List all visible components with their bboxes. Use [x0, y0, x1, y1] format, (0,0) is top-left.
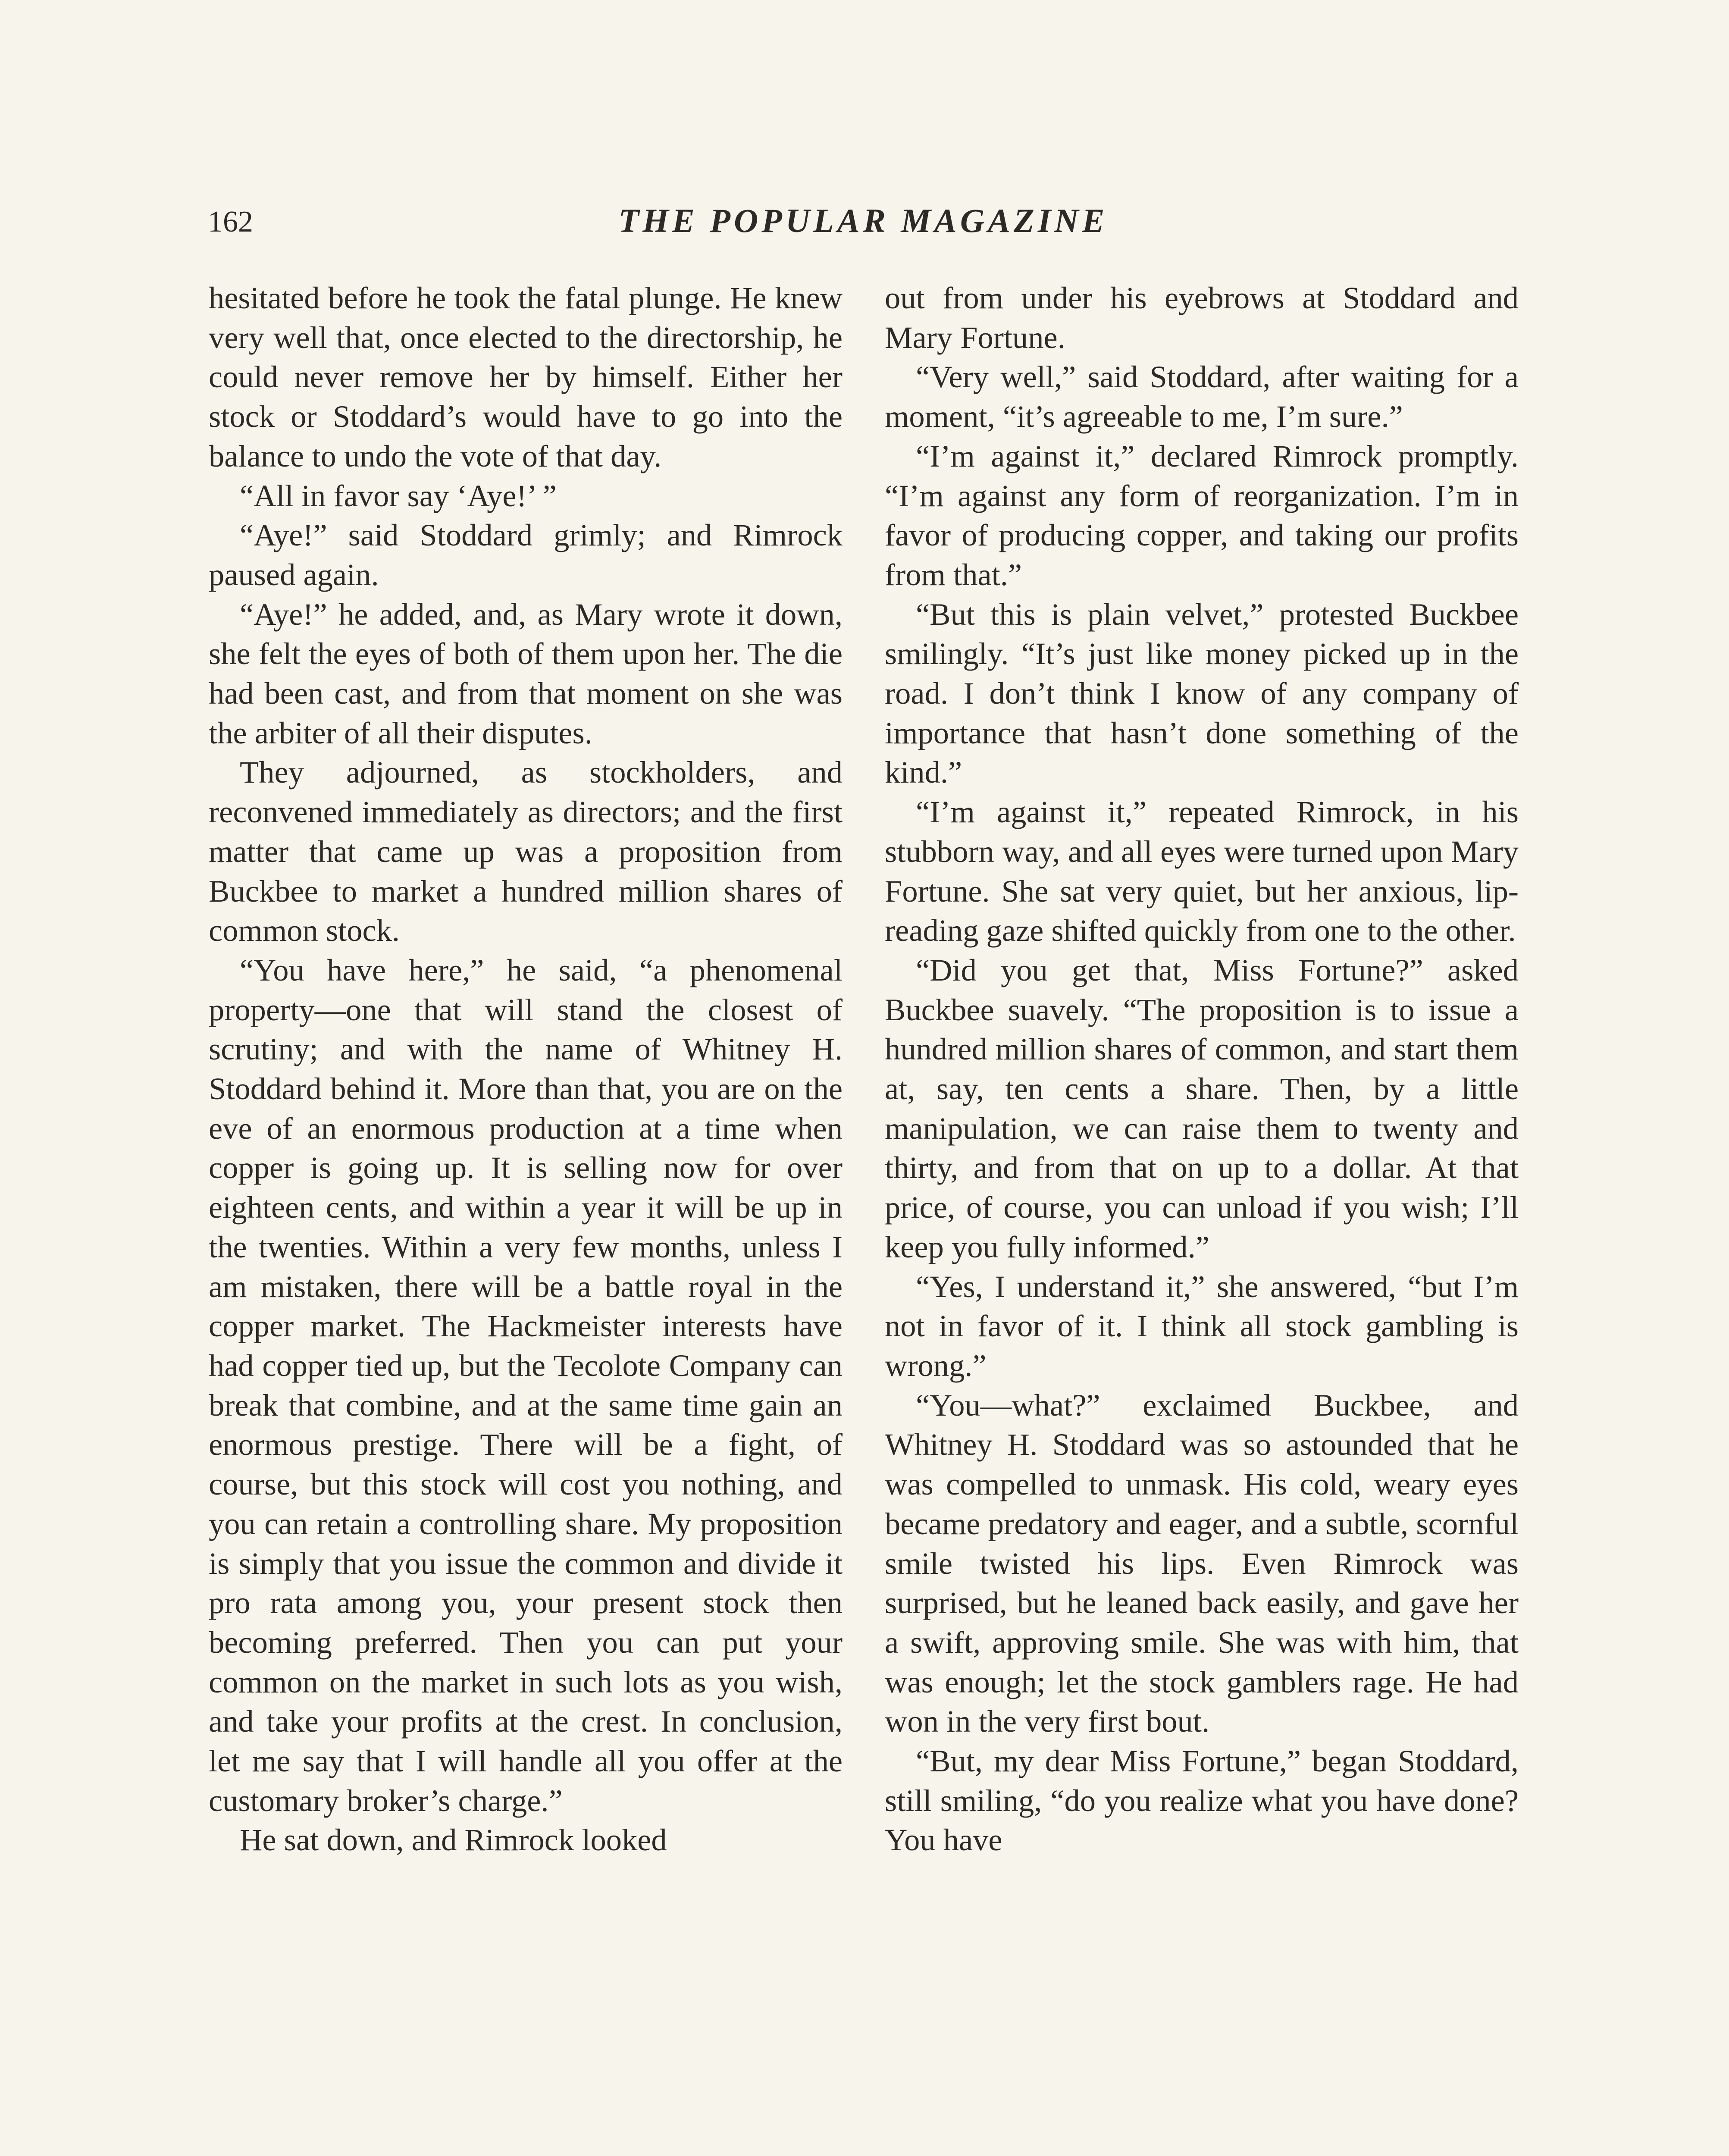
paragraph: They adjourned, as stockholders, and reconvened immediately as directors; and the first matter that came up was a proposition from Buckbee to market a hundred million shares of common stock. [209, 755, 843, 948]
paragraph: “Did you get that, Miss Fortune?” asked Buckbee suavely. “The proposition is to issue a hundred million shares of common, and start them at, say, ten cents a share. Then, by a little manipulation, we can raise them to twenty and thirty, and from that on up to a dollar. At that price, of course, you can unload if you wish; I’ll keep you fully informed.” [885, 952, 1519, 1264]
page-header [208, 199, 1519, 251]
paragraph: “But this is plain velvet,” protested Buckbee smilingly. “It’s just like money picked up in the road. I don’t think I know of any company of importance that hasn’t done something of the kind.” [885, 596, 1519, 790]
paragraph: “But, my dear Miss Fortune,” began Stoddard, still smiling, “do you realize what you have done? You have [885, 1743, 1519, 1858]
paragraph: “Very well,” said Stoddard, after waiting for a moment, “it’s agreeable to me, I’m sure.” [885, 359, 1519, 434]
left-text-column [209, 278, 843, 1860]
magazine-title: THE POPULAR MAGAZINE [618, 202, 1108, 239]
paragraph: hesitated before he took the fatal plunge. He knew very well that, once elected to the directorship, he could never remove her by himself. Either her stock or Stoddard’s would have to go into the balance to undo the vote of that day. [209, 280, 843, 473]
paragraph: out from under his eyebrows at Stoddard and Mary Fortune. [885, 280, 1519, 355]
page-number: 162 [208, 205, 253, 238]
paragraph: “All in favor say ‘Aye!’ ” [240, 478, 557, 513]
paragraph: “You—what?” exclaimed Buckbee, and Whitney H. Stoddard was so astounded that he was compelled to unmask. His cold, weary eyes became predatory and eager, and a subtle, scornful smile twisted his lips. Even Rimrock was surprised, but he leaned back easily, and gave her a swift, approving smile. She was with him, that was enough; let the stock gamblers rage. He had won in the very first bout. [885, 1387, 1519, 1739]
right-text-column [885, 278, 1519, 1860]
paragraph: “Aye!” he added, and, as Mary wrote it down, she felt the eyes of both of them upon her. The die had been cast, and from that moment on she was the arbiter of all their disputes. [209, 596, 843, 750]
paragraph: “Yes, I understand it,” she answered, “but I’m not in favor of it. I think all stock gambling is wrong.” [885, 1269, 1519, 1383]
paragraph: “Aye!” said Stoddard grimly; and Rimrock paused again. [209, 517, 843, 592]
paragraph: “I’m against it,” declared Rimrock promptly. “I’m against any form of reorganization. I’m in favor of producing copper, and taking our profits from that.” [885, 438, 1519, 592]
paragraph: “You have here,” he said, “a phenomenal property—one that will stand the closest of scrutiny; and with the name of Whitney H. Stoddard behind it. More than that, you are on the eve of an enormous production at a time when copper is going up. It is selling now for over eighteen cents, and within a year it will be up in the twenties. Within a very few months, unless I am mistaken, there will be a battle royal in the copper market. The Hackmeister interests have had copper tied up, but the Tecolote Company can break that combine, and at the same time gain an enormous prestige. There will be a fight, of course, but this stock will cost you nothing, and you can retain a controlling share. My proposition is simply that you issue the common and divide it pro rata among you, your present stock then becoming preferred. Then you can put your common on the market in such lots as you wish, and take your profits at the crest. In conclusion, let me say that I will handle all you offer at the customary broker’s charge.” [209, 952, 843, 1818]
paragraph: “I’m against it,” repeated Rimrock, in his stubborn way, and all eyes were turned upon Mary Fortune. She sat very quiet, but her anxious, lip-reading gaze shifted quickly from one to the other. [885, 794, 1519, 948]
paragraph: He sat down, and Rimrock looked [240, 1822, 667, 1858]
